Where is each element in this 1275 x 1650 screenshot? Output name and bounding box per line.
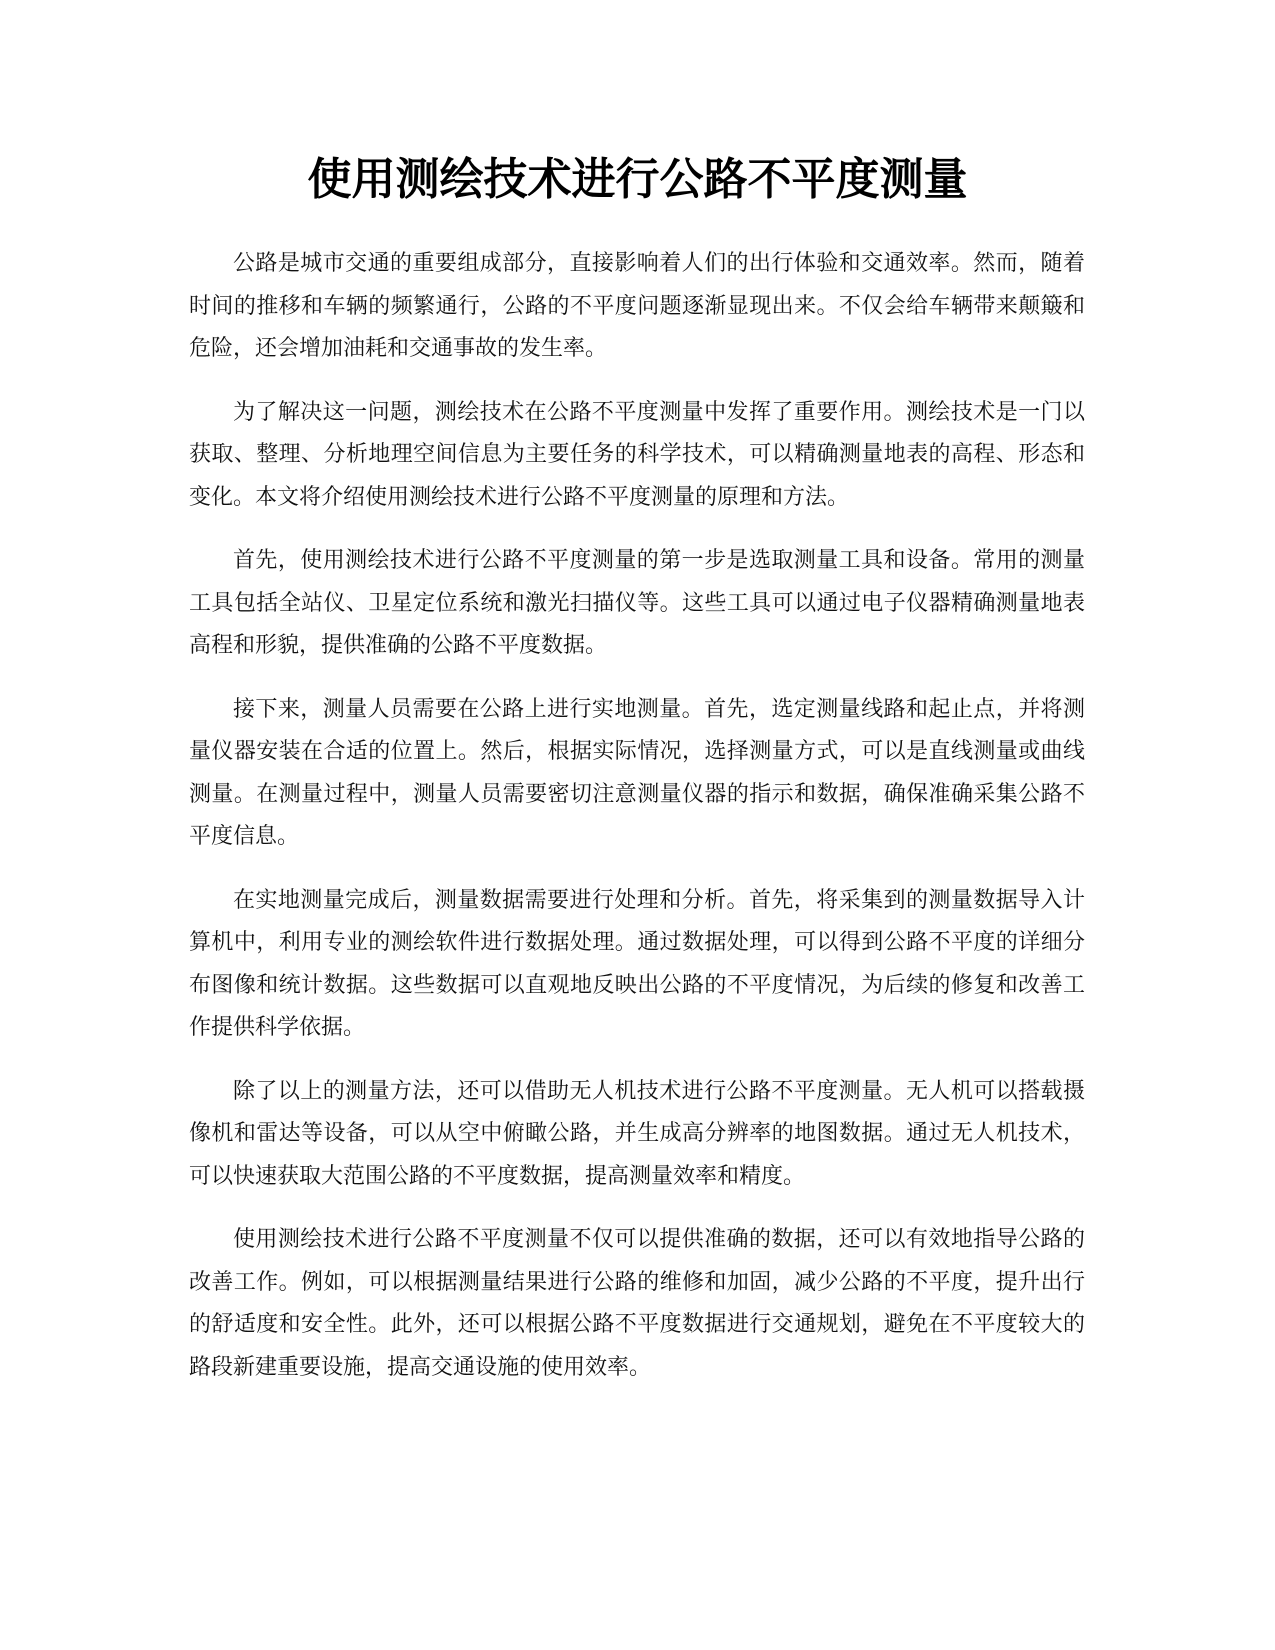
paragraph-5: 在实地测量完成后，测量数据需要进行处理和分析。首先，将采集到的测量数据导入计算机中，利用专业的测绘软件进行数据处理。通过数据处理，可以得到公路不平度的详细分布图像和统计数据。这些数据可以直观地反映出公路的不平度情况，为后续的修复和改善工作提供科学依据。: [189, 887, 1085, 1040]
document-body: [189, 243, 1085, 1410]
paragraph-2: 为了解决这一问题，测绘技术在公路不平度测量中发挥了重要作用。测绘技术是一门以获取、整理、分析地理空间信息为主要任务的科学技术，可以精确测量地表的高程、形态和变化。本文将介绍使用测绘技术进行公路不平度测量的原理和方法。: [189, 399, 1085, 510]
paragraph-4: 接下来，测量人员需要在公路上进行实地测量。首先，选定测量线路和起止点，并将测量仪器安装在合适的位置上。然后，根据实际情况，选择测量方式，可以是直线测量或曲线测量。在测量过程中，测量人员需要密切注意测量仪器的指示和数据，确保准确采集公路不平度信息。: [189, 696, 1085, 849]
paragraph-3: 首先，使用测绘技术进行公路不平度测量的第一步是选取测量工具和设备。常用的测量工具包括全站仪、卫星定位系统和激光扫描仪等。这些工具可以通过电子仪器精确测量地表高程和形貌，提供准确的公路不平度数据。: [189, 548, 1085, 658]
paragraph-7: 使用测绘技术进行公路不平度测量不仅可以提供准确的数据，还可以有效地指导公路的改善工作。例如，可以根据测量结果进行公路的维修和加固，减少公路的不平度，提升出行的舒适度和安全性。此外，还可以根据公路不平度数据进行交通规划，避免在不平度较大的路段新建重要设施，提高交通设施的使用效率。: [189, 1227, 1085, 1380]
paragraph-6: 除了以上的测量方法，还可以借助无人机技术进行公路不平度测量。无人机可以搭载摄像机和雷达等设备，可以从空中俯瞰公路，并生成高分辨率的地图数据。通过无人机技术，可以快速获取大范围公路的不平度数据，提高测量效率和精度。: [189, 1078, 1085, 1189]
paragraph-1: 公路是城市交通的重要组成部分，直接影响着人们的出行体验和交通效率。然而，随着时间的推移和车辆的频繁通行，公路的不平度问题逐渐显现出来。不仅会给车辆带来颠簸和危险，还会增加油耗和交通事故的发生率。: [189, 251, 1085, 361]
document-title: 使用测绘技术进行公路不平度测量: [307, 154, 968, 205]
